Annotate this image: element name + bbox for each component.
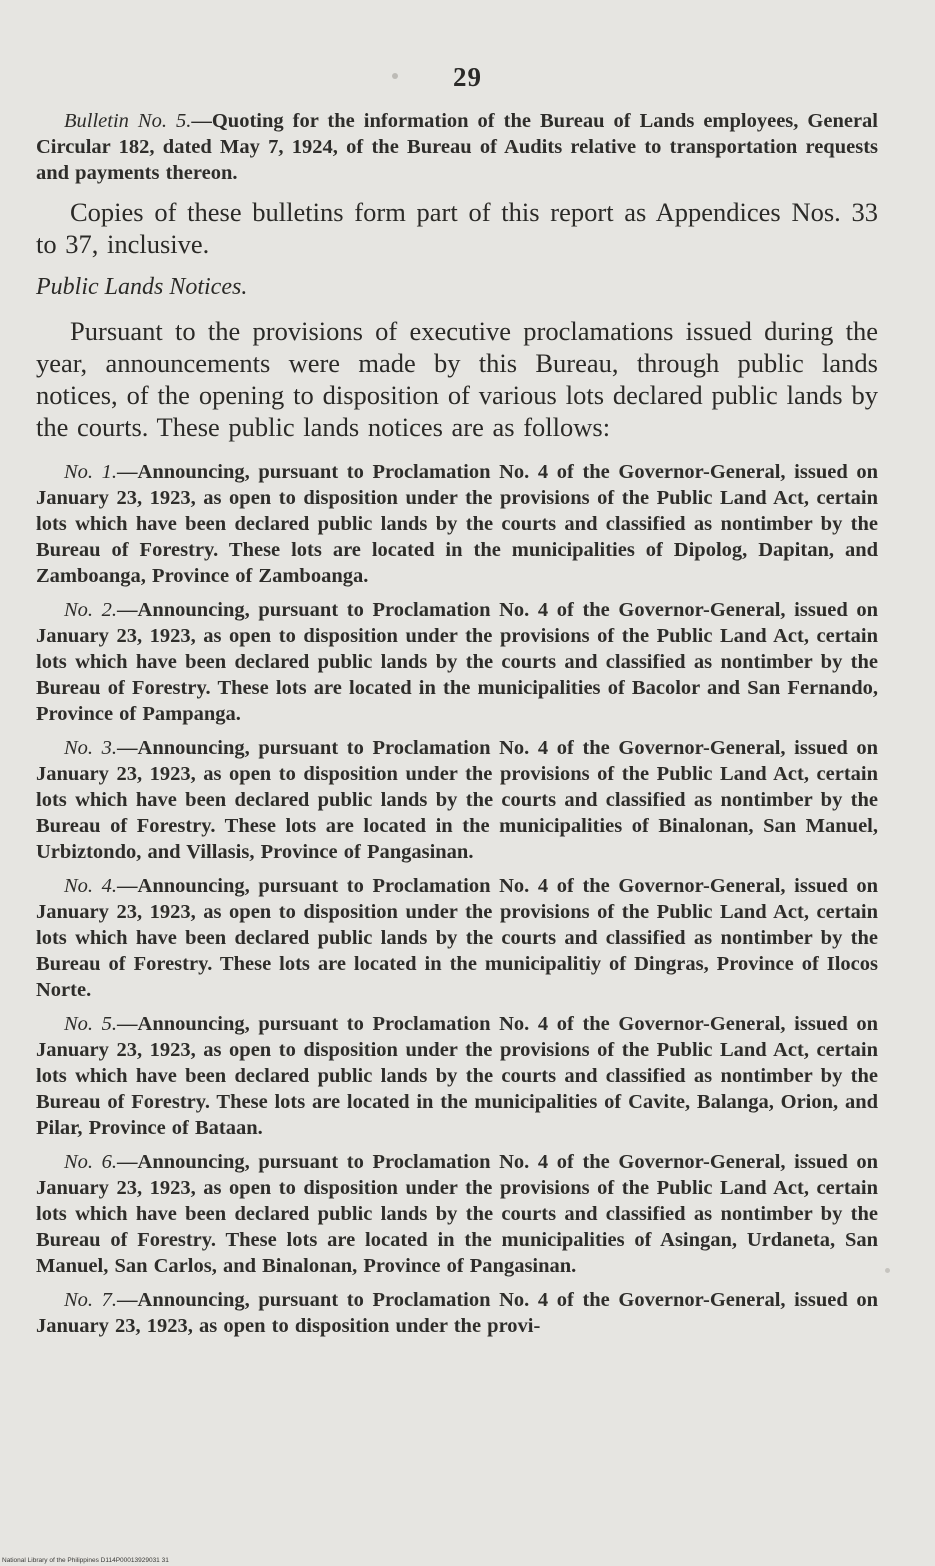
notice-paragraph (36, 459, 878, 589)
bulletin-label: Bulletin No. 5. (64, 110, 192, 132)
notice-label: No. 2. (64, 599, 118, 621)
notice-label: No. 1. (64, 461, 118, 483)
copies-paragraph: Copies of these bulletins form part of this report as Appendices Nos. 33 to 37, inclusive. (36, 197, 878, 259)
notice-text: —Announcing, pursuant to Proclamation No. 4 of the Governor-General, issued on January 23, 1923, as open to disposition under the provisions of the Public Land Act, certain lots which have been declared public lands by the courts and classified as nontimber by the Bureau of Forestry. These lots are located in the municipalities of Binalonan, San Manuel, Urbiztondo, and Villasis, Province of Pangasinan. (36, 737, 878, 863)
notice-label: No. 4. (64, 875, 118, 897)
notice-paragraph (36, 1011, 878, 1141)
section-heading: Public Lands Notices. (36, 274, 248, 300)
notice-text: —Announcing, pursuant to Proclamation No. 4 of the Governor-General, issued on January 23, 1923, as open to disposition under the provisions of the Public Land Act, certain lots which have been declared public lands by the courts and classified as nontimber by the Bureau of Forestry. These lots are located in the municipalitiy of Dingras, Province of Ilocos Norte. (36, 875, 878, 1001)
notice-paragraph (36, 1287, 878, 1339)
library-footer: National Library of the Philippines D114P00013929031 31 (2, 1557, 169, 1564)
bulletin-paragraph (36, 108, 878, 186)
notice-text: —Announcing, pursuant to Proclamation No. 4 of the Governor-General, issued on January 23, 1923, as open to disposition under the provisions of the Public Land Act, certain lots which have been declared public lands by the courts and classified as nontimber by the Bureau of Forestry. These lots are located in the municipalities of Dipolog, Dapitan, and Zamboanga, Province of Zamboanga. (36, 461, 878, 587)
notice-paragraph (36, 597, 878, 727)
page-number: 29 (453, 62, 482, 92)
intro-paragraph: Pursuant to the provisions of executive proclamations issued during the year, announcements were made by this Bureau, through public lands notices, of the opening to disposition of various lots declared public lands by the courts. These public lands notices are as follows: (36, 316, 878, 442)
notice-label: No. 6. (64, 1151, 118, 1173)
notice-text: —Announcing, pursuant to Proclamation No. 4 of the Governor-General, issued on January 23, 1923, as open to disposition under the provisions of the Public Land Act, certain lots which have been declared public lands by the courts and classified as nontimber by the Bureau of Forestry. These lots are located in the municipalities of Bacolor and San Fernando, Province of Pampanga. (36, 599, 878, 725)
notice-label: No. 5. (64, 1013, 118, 1035)
notice-paragraph (36, 735, 878, 865)
notice-paragraph (36, 873, 878, 1003)
notice-text: —Announcing, pursuant to Proclamation No. 4 of the Governor-General, issued on January 23, 1923, as open to disposition under the provisions of the Public Land Act, certain lots which have been declared public lands by the courts and classified as nontimber by the Bureau of Forestry. These lots are located in the municipalities of Asingan, Urdaneta, San Manuel, San Carlos, and Binalonan, Province of Pangasinan. (36, 1151, 878, 1277)
ink-blot (885, 1268, 890, 1273)
notice-label: No. 7. (64, 1289, 118, 1311)
page-body (36, 108, 878, 1339)
bulletin-text: —Quoting for the information of the Bureau of Lands employees, General Circular 182, dated May 7, 1924, of the Bureau of Audits relative to transportation requests and payments thereon. (36, 110, 878, 184)
notice-label: No. 3. (64, 737, 118, 759)
notice-text: —Announcing, pursuant to Proclamation No. 4 of the Governor-General, issued on January 23, 1923, as open to disposition under the provi- (36, 1289, 878, 1337)
notice-text: —Announcing, pursuant to Proclamation No. 4 of the Governor-General, issued on January 23, 1923, as open to disposition under the provisions of the Public Land Act, certain lots which have been declared public lands by the courts and classified as nontimber by the Bureau of Forestry. These lots are located in the municipalities of Cavite, Balanga, Orion, and Pilar, Province of Bataan. (36, 1013, 878, 1139)
notice-paragraph (36, 1149, 878, 1279)
